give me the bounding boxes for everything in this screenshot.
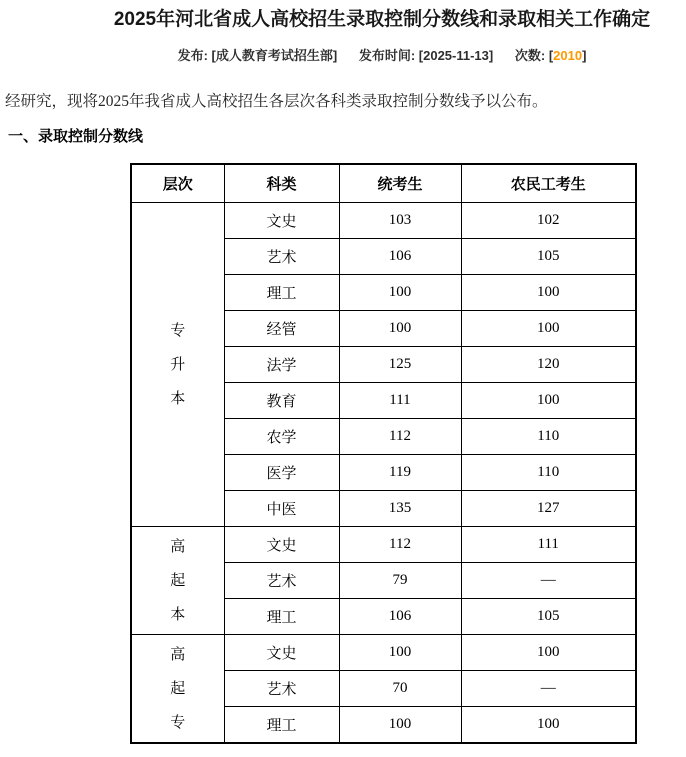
unified-exam-score-cell: 100 (339, 635, 461, 671)
category-cell: 文史 (224, 203, 339, 239)
migrant-worker-score-cell: 120 (461, 347, 636, 383)
category-cell: 医学 (224, 455, 339, 491)
migrant-worker-score-cell: 111 (461, 527, 636, 563)
section-title: 一、录取控制分数线 (8, 128, 144, 145)
category-cell: 艺术 (224, 239, 339, 275)
header-block (0, 8, 686, 64)
publish-info-line (78, 48, 686, 64)
unified-exam-score-cell: 79 (339, 563, 461, 599)
count-bracket-close: ] (582, 48, 587, 63)
unified-exam-score-cell: 106 (339, 599, 461, 635)
category-cell: 文史 (224, 527, 339, 563)
unified-exam-score-cell: 103 (339, 203, 461, 239)
level-char: 起 (170, 680, 186, 697)
column-header: 统考生 (339, 164, 461, 203)
unified-exam-score-cell: 119 (339, 455, 461, 491)
publish-label: 发布: (177, 48, 212, 63)
level-cell (131, 527, 224, 635)
publish-segment (178, 48, 338, 63)
score-table-body (131, 203, 636, 744)
column-header: 层次 (131, 164, 224, 203)
level-char: 高 (170, 538, 186, 555)
score-table-head (131, 164, 636, 203)
level-char: 升 (170, 356, 186, 373)
migrant-worker-score-cell: 110 (461, 455, 636, 491)
count-segment (515, 48, 587, 63)
count-value: 2010 (553, 48, 583, 63)
migrant-worker-score-cell: — (461, 563, 636, 599)
level-char: 本 (170, 606, 186, 623)
level-char: 专 (170, 714, 186, 731)
category-cell: 理工 (224, 707, 339, 744)
publish-value: [成人教育考试招生部] (211, 48, 338, 63)
level-char: 本 (170, 390, 186, 407)
migrant-worker-score-cell: — (461, 671, 636, 707)
unified-exam-score-cell: 111 (339, 383, 461, 419)
category-cell: 艺术 (224, 563, 339, 599)
migrant-worker-score-cell: 100 (461, 311, 636, 347)
category-cell: 理工 (224, 275, 339, 311)
count-label: 次数: (514, 48, 549, 63)
category-cell: 理工 (224, 599, 339, 635)
category-cell: 艺术 (224, 671, 339, 707)
category-cell: 农学 (224, 419, 339, 455)
category-cell: 法学 (224, 347, 339, 383)
table-row (131, 203, 636, 239)
unified-exam-score-cell: 100 (339, 311, 461, 347)
unified-exam-score-cell: 70 (339, 671, 461, 707)
column-header: 科类 (224, 164, 339, 203)
migrant-worker-score-cell: 105 (461, 599, 636, 635)
level-cell (131, 635, 224, 744)
level-char: 高 (170, 646, 186, 663)
level-char: 起 (170, 572, 186, 589)
unified-exam-score-cell: 100 (339, 275, 461, 311)
table-row (131, 635, 636, 671)
table-header-row (131, 164, 636, 203)
table-row (131, 527, 636, 563)
unified-exam-score-cell: 100 (339, 707, 461, 744)
migrant-worker-score-cell: 100 (461, 635, 636, 671)
migrant-worker-score-cell: 102 (461, 203, 636, 239)
publish-time-label: 发布时间: (358, 48, 419, 63)
level-char: 专 (170, 322, 186, 339)
migrant-worker-score-cell: 100 (461, 707, 636, 744)
publish-time-segment (359, 48, 493, 63)
category-cell: 中医 (224, 491, 339, 527)
level-cell (131, 203, 224, 527)
category-cell: 文史 (224, 635, 339, 671)
publish-time-value: [2025-11-13] (418, 48, 494, 63)
intro-paragraph: 经研究，现将2025年我省成人高校招生各层次各科类录取控制分数线予以公布。 (5, 93, 548, 110)
column-header: 农民工考生 (461, 164, 636, 203)
migrant-worker-score-cell: 100 (461, 275, 636, 311)
unified-exam-score-cell: 135 (339, 491, 461, 527)
unified-exam-score-cell: 125 (339, 347, 461, 383)
score-table (130, 163, 637, 744)
page-title: 2025年河北省成人高校招生录取控制分数线和录取相关工作确定 (113, 9, 651, 30)
migrant-worker-score-cell: 110 (461, 419, 636, 455)
migrant-worker-score-cell: 105 (461, 239, 636, 275)
migrant-worker-score-cell: 127 (461, 491, 636, 527)
migrant-worker-score-cell: 100 (461, 383, 636, 419)
unified-exam-score-cell: 112 (339, 527, 461, 563)
category-cell: 教育 (224, 383, 339, 419)
unified-exam-score-cell: 106 (339, 239, 461, 275)
count-bracket-open: [ (548, 48, 554, 63)
category-cell: 经管 (224, 311, 339, 347)
unified-exam-score-cell: 112 (339, 419, 461, 455)
